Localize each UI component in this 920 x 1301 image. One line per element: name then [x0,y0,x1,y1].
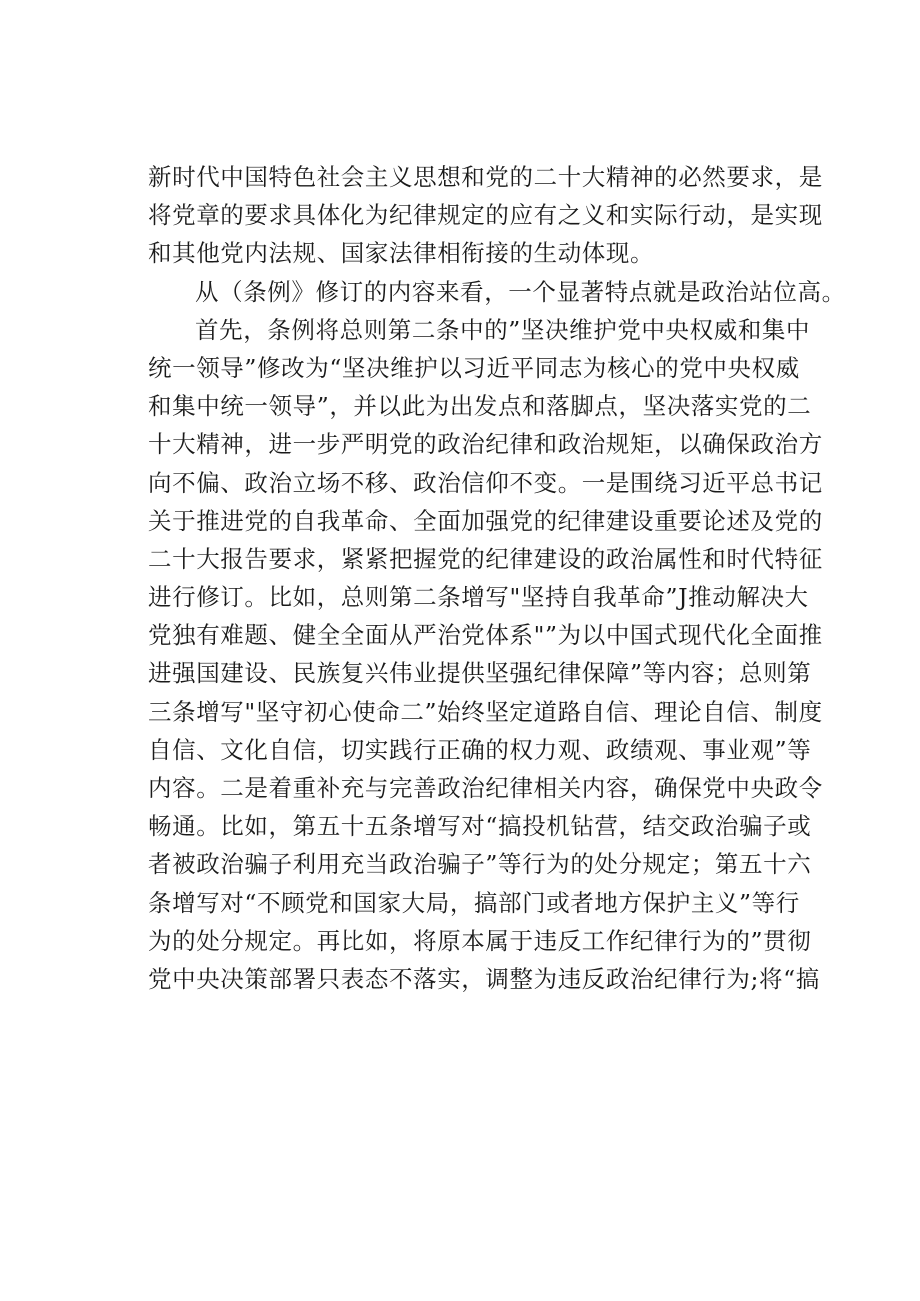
paragraph-first-line: 首先，条例将总则第二条中的”坚决维护党中央权威和集中 [195,315,811,344]
text-line: 统一领导”修改为“坚决维护以习近平同志为核心的党中央权威 [148,353,800,382]
text-line: 二十大报告要求，紧紧把握党的纪律建设的政治属性和时代特征 [148,544,823,573]
text-line: 为的处分规定。再比如，将原本属于违反工作纪律行为的”贯彻 [148,926,812,955]
text-line: 自信、文化自信，切实践行正确的权力观、政绩观、事业观”等 [148,735,812,764]
text-line: 者被政治骗子利用充当政治骗子”等行为的处分规定；第五十六 [148,850,812,879]
text-line: 和其他党内法规、国家法律相衔接的生动体现。 [148,239,655,268]
body-text [148,158,846,998]
text-line: 和集中统一领导”，并以此为出发点和落脚点，坚决落实党的二 [148,392,812,421]
text-line: 向不偏、政治立场不移、政治信仰不变。一是围绕习近平总书记 [148,468,823,497]
text-line: 畅通。比如，第五十五条增写对“搞投机钻营，结交政治骗子或 [148,812,812,841]
text-line: 十大精神，进一步严明党的政治纪律和政治规矩，以确保政治方 [148,430,823,459]
text-line: 将党章的要求具体化为纪律规定的应有之义和实际行动，是实现 [148,201,823,230]
text-line: 关于推进党的自我革命、全面加强党的纪律建设重要论述及党的 [148,506,823,535]
text-line: 新时代中国特色社会主义思想和党的二十大精神的必然要求，是 [148,163,823,191]
text-line: 进强国建设、民族复兴伟业提供坚强纪律保障”等内容；总则第 [148,659,812,688]
paragraph-first-line: 从（条例》修订的内容来看，一个显著特点就是政治站位高。 [195,277,846,306]
text-line: 党中央决策部署只表态不落实，调整为违反政治纪律行为;将“搞 [148,964,820,993]
text-line: 内容。二是着重补充与完善政治纪律相关内容，确保党中央政令 [148,774,823,802]
text-line: 进行修订。比如，总则第二条增写"坚持自我革命”J推动解决大 [148,583,809,612]
text-line: 三条增写"坚守初心使命二”始终坚定道路自信、理论自信、制度 [148,697,823,726]
text-line: 条增写对“不顾党和国家大局，搞部门或者地方保护主义”等行 [148,888,800,917]
text-line: 党独有难题、健全全面从严治党体系"”为以中国式现代化全面推 [148,621,823,650]
